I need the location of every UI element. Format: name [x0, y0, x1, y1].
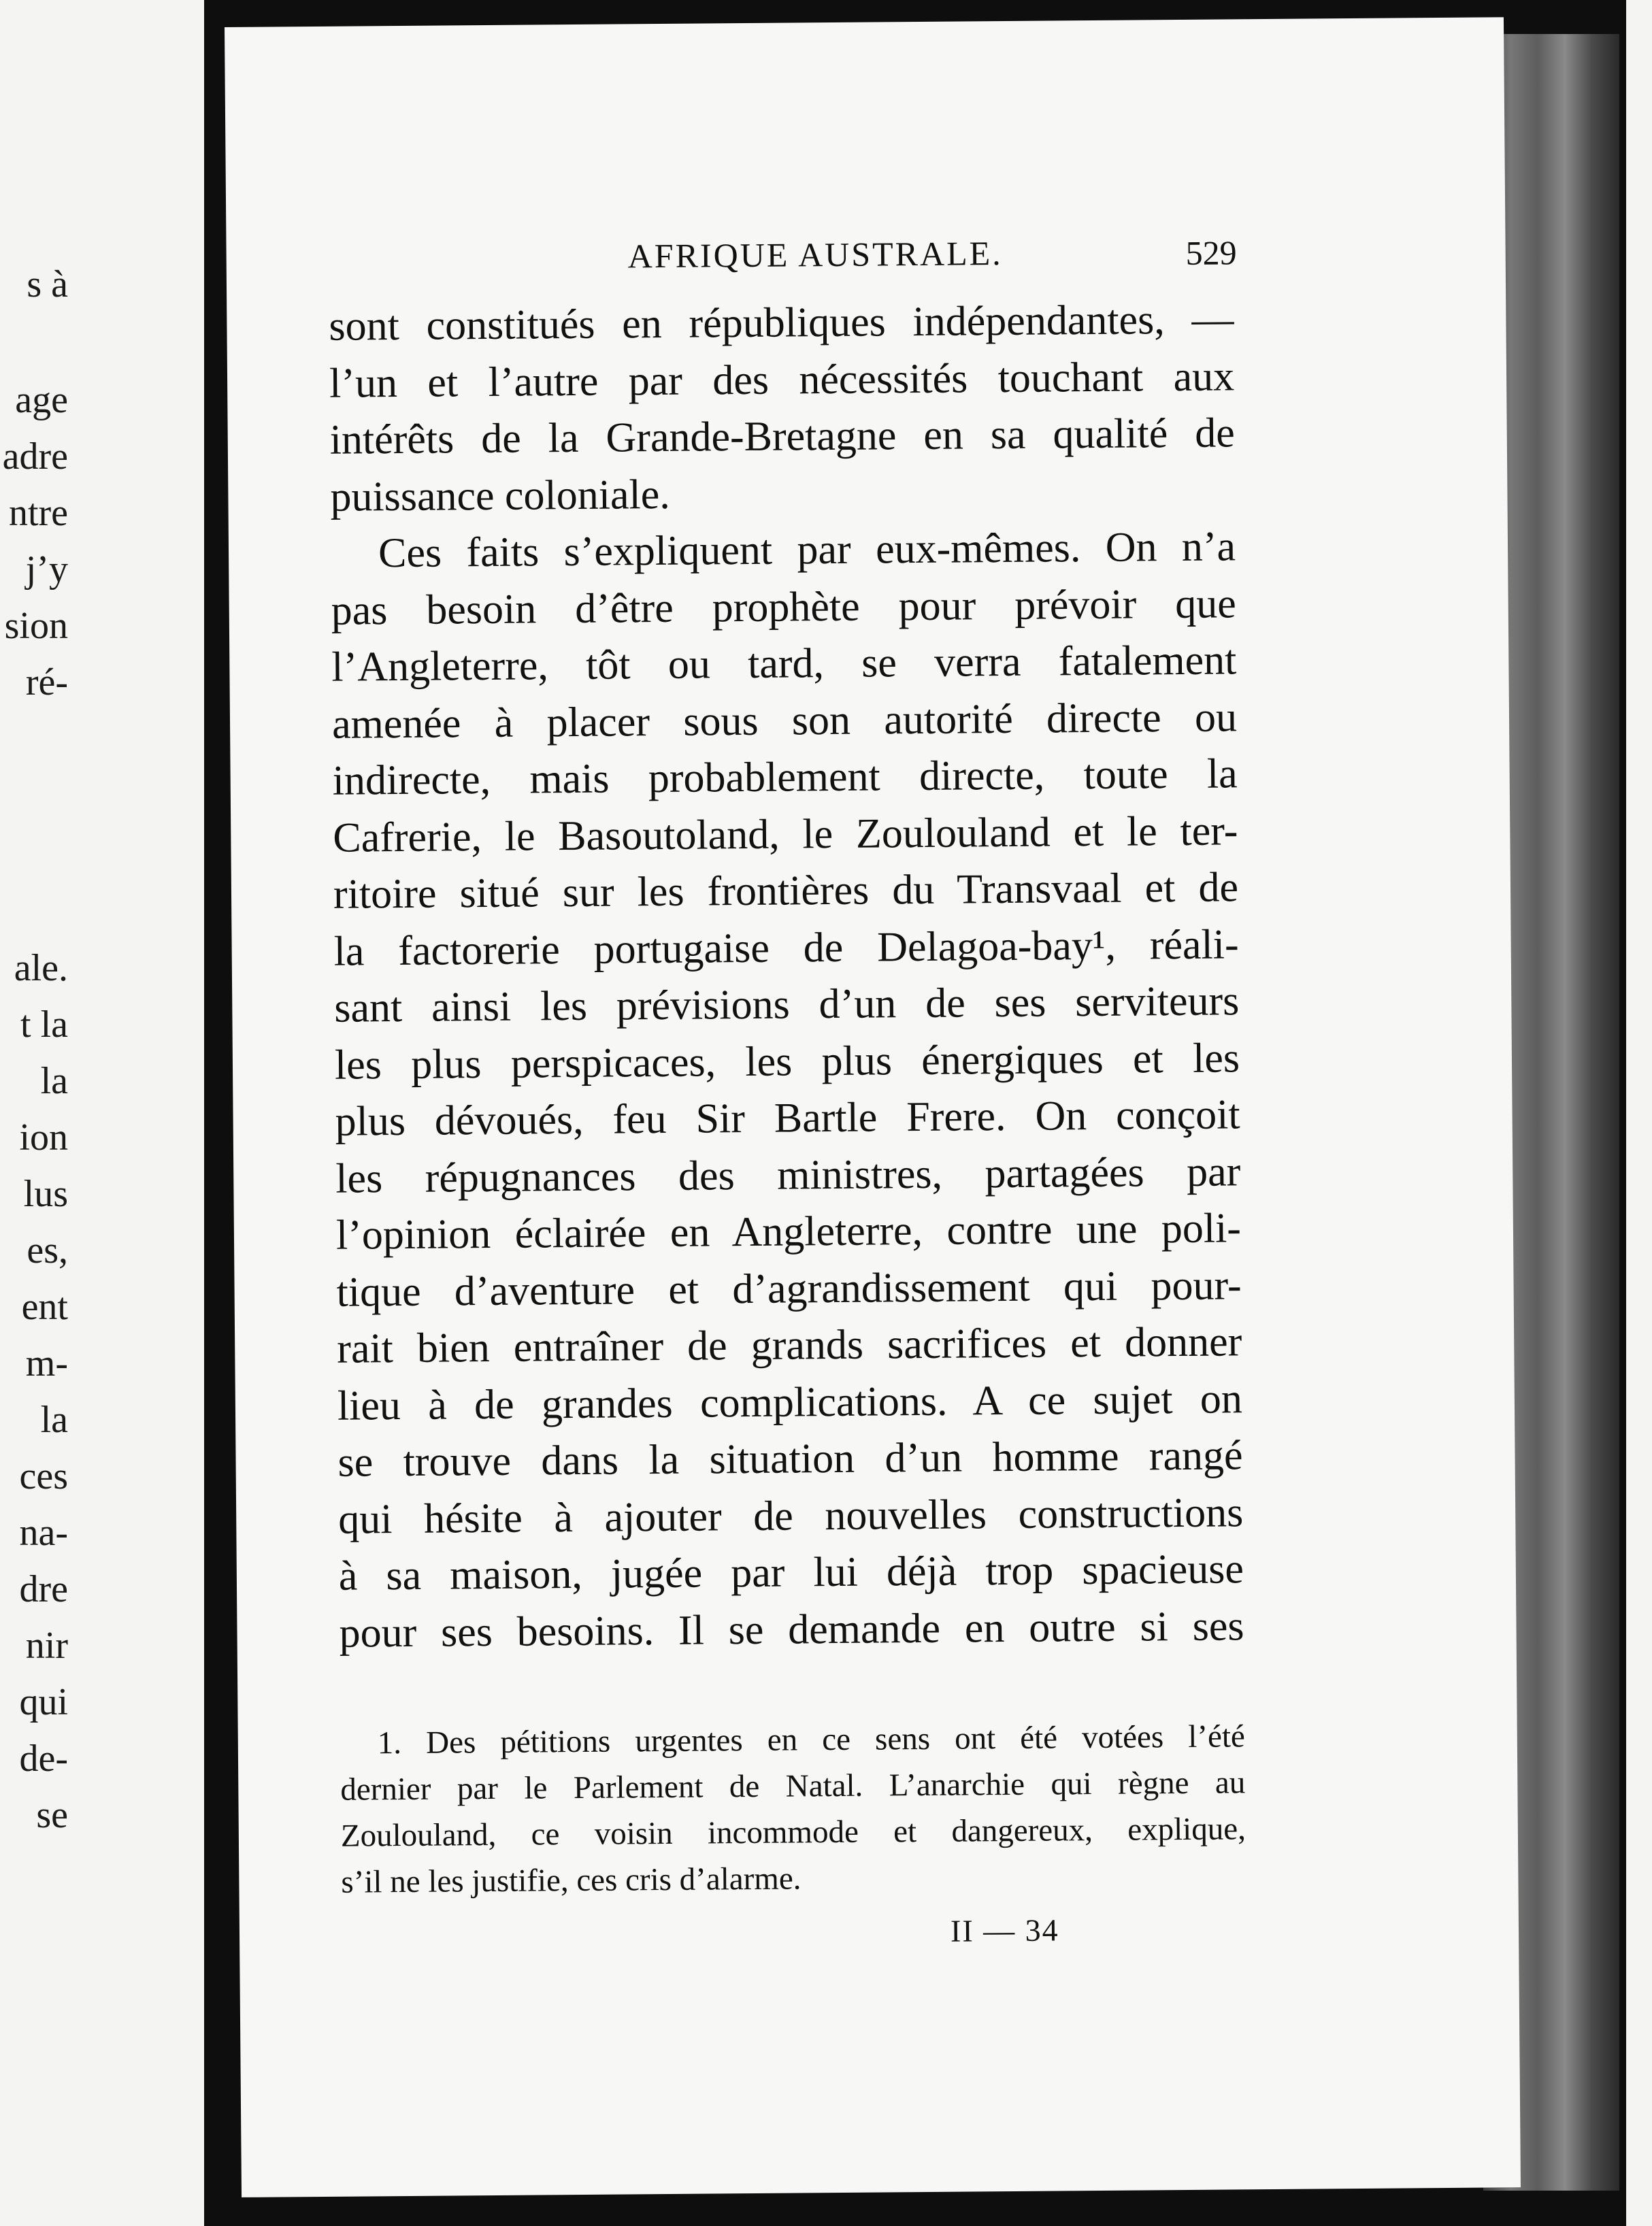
- facing-page-fragment: nir: [25, 1625, 68, 1667]
- facing-page-fragment: de-: [19, 1738, 68, 1780]
- facing-page-fragment: ale.: [14, 947, 68, 989]
- text-line: lieu à de grandes complications. A ce sujet on: [337, 1375, 1243, 1429]
- facing-page-fragment: ces: [19, 1455, 68, 1497]
- text-line: puissance coloniale.: [330, 471, 670, 520]
- text-line: amenée à placer sous son autorité directe ou: [331, 693, 1238, 748]
- text-line: intérêts de la Grande-Bretagne en sa qualité de: [329, 410, 1235, 463]
- text-line: l’Angleterre, tôt ou tard, se verra fatalement: [331, 637, 1237, 691]
- book-page: [225, 17, 1521, 2197]
- text-line: tique d’aventure et d’agrandissement qui pour-: [336, 1261, 1242, 1316]
- facing-page-fragment: ent: [21, 1286, 68, 1328]
- facing-page-fragment: j’y: [25, 548, 68, 591]
- running-head: AFRIQUE AUSTRALE.: [627, 234, 1003, 276]
- footnote-line: Zoulouland, ce voisin incommode et dangereux, explique,: [340, 1811, 1246, 1854]
- facing-page-fragment: qui: [19, 1681, 68, 1723]
- facing-page-fragment: m-: [25, 1342, 68, 1384]
- facing-page-fragment: age: [15, 379, 68, 421]
- text-line: ritoire situé sur les frontières du Transvaal et de: [333, 864, 1239, 918]
- facing-page-fragment: sion: [4, 605, 68, 647]
- facing-page-fragment: s à: [27, 263, 68, 305]
- text-line: plus dévoués, feu Sir Bartle Frere. On conçoit: [335, 1091, 1240, 1145]
- facing-page-fragment: la: [40, 1399, 68, 1441]
- text-line: rait bien entraîner de grands sacrifices et donner: [336, 1318, 1242, 1372]
- text-line: qui hésite à ajouter de nouvelles constructions: [337, 1489, 1244, 1543]
- text-line: pour ses besoins. Il se demande en outre si ses: [339, 1602, 1244, 1657]
- text-line: les plus perspicaces, les plus énergiques et les: [334, 1034, 1240, 1089]
- text-line: pas besoin d’être prophète pour prévoir que: [331, 580, 1236, 634]
- facing-page-edge: [0, 0, 204, 2226]
- text-line: à sa maison, jugée par lui déjà trop spacieuse: [338, 1546, 1244, 1599]
- facing-page-fragment: ntre: [8, 492, 68, 534]
- text-line: sant ainsi les prévisions d’un de ses serviteurs: [334, 978, 1240, 1031]
- footnote-line: 1. Des pétitions urgentes en ce sens ont été votées l’été: [377, 1718, 1245, 1761]
- facing-page-fragment: na-: [19, 1512, 68, 1554]
- text-line: l’opinion éclairée en Angleterre, contre une poli-: [335, 1205, 1242, 1259]
- text-line: l’un et l’autre par des nécessités touchant aux: [329, 352, 1235, 407]
- facing-page-fragment: ré-: [25, 661, 68, 703]
- body-text: [329, 291, 1244, 1661]
- facing-page-fragment: t la: [20, 1003, 68, 1046]
- footnote-line: s’il ne les justifie, ces cris d’alarme.: [341, 1861, 802, 1900]
- footnote-line: dernier par le Parlement de Natal. L’anarchie qui règne au: [340, 1765, 1246, 1808]
- text-line: Cafrerie, le Basoutoland, le Zoulouland et le ter-: [333, 807, 1238, 861]
- text-line: Ces faits s’expliquent par eux-mêmes. On n’a: [378, 523, 1236, 577]
- footnote: [340, 1713, 1246, 1905]
- text-line: la factorerie portugaise de Delagoa-bay¹, réali-: [333, 920, 1239, 975]
- text-line: se trouve dans la situation d’un homme rangé: [337, 1432, 1243, 1486]
- text-line: les répugnances des ministres, partagées par: [335, 1148, 1241, 1202]
- facing-page-fragment: la: [40, 1060, 68, 1102]
- text-line: indirecte, mais probablement directe, toute la: [332, 750, 1238, 804]
- facing-page-fragment: se: [36, 1794, 68, 1836]
- facing-page-fragment: ion: [19, 1116, 68, 1159]
- facing-page-fragment: adre: [2, 435, 68, 478]
- facing-page-fragment: dre: [19, 1568, 68, 1610]
- right-margin-strip: [1626, 0, 1652, 2226]
- signature-mark: II — 34: [950, 1912, 1059, 1948]
- text-line: sont constitués en républiques indépendantes, —: [329, 296, 1234, 350]
- page-number: 529: [1185, 233, 1237, 272]
- facing-page-fragment: lus: [23, 1173, 68, 1215]
- facing-page-fragment: es,: [27, 1229, 68, 1272]
